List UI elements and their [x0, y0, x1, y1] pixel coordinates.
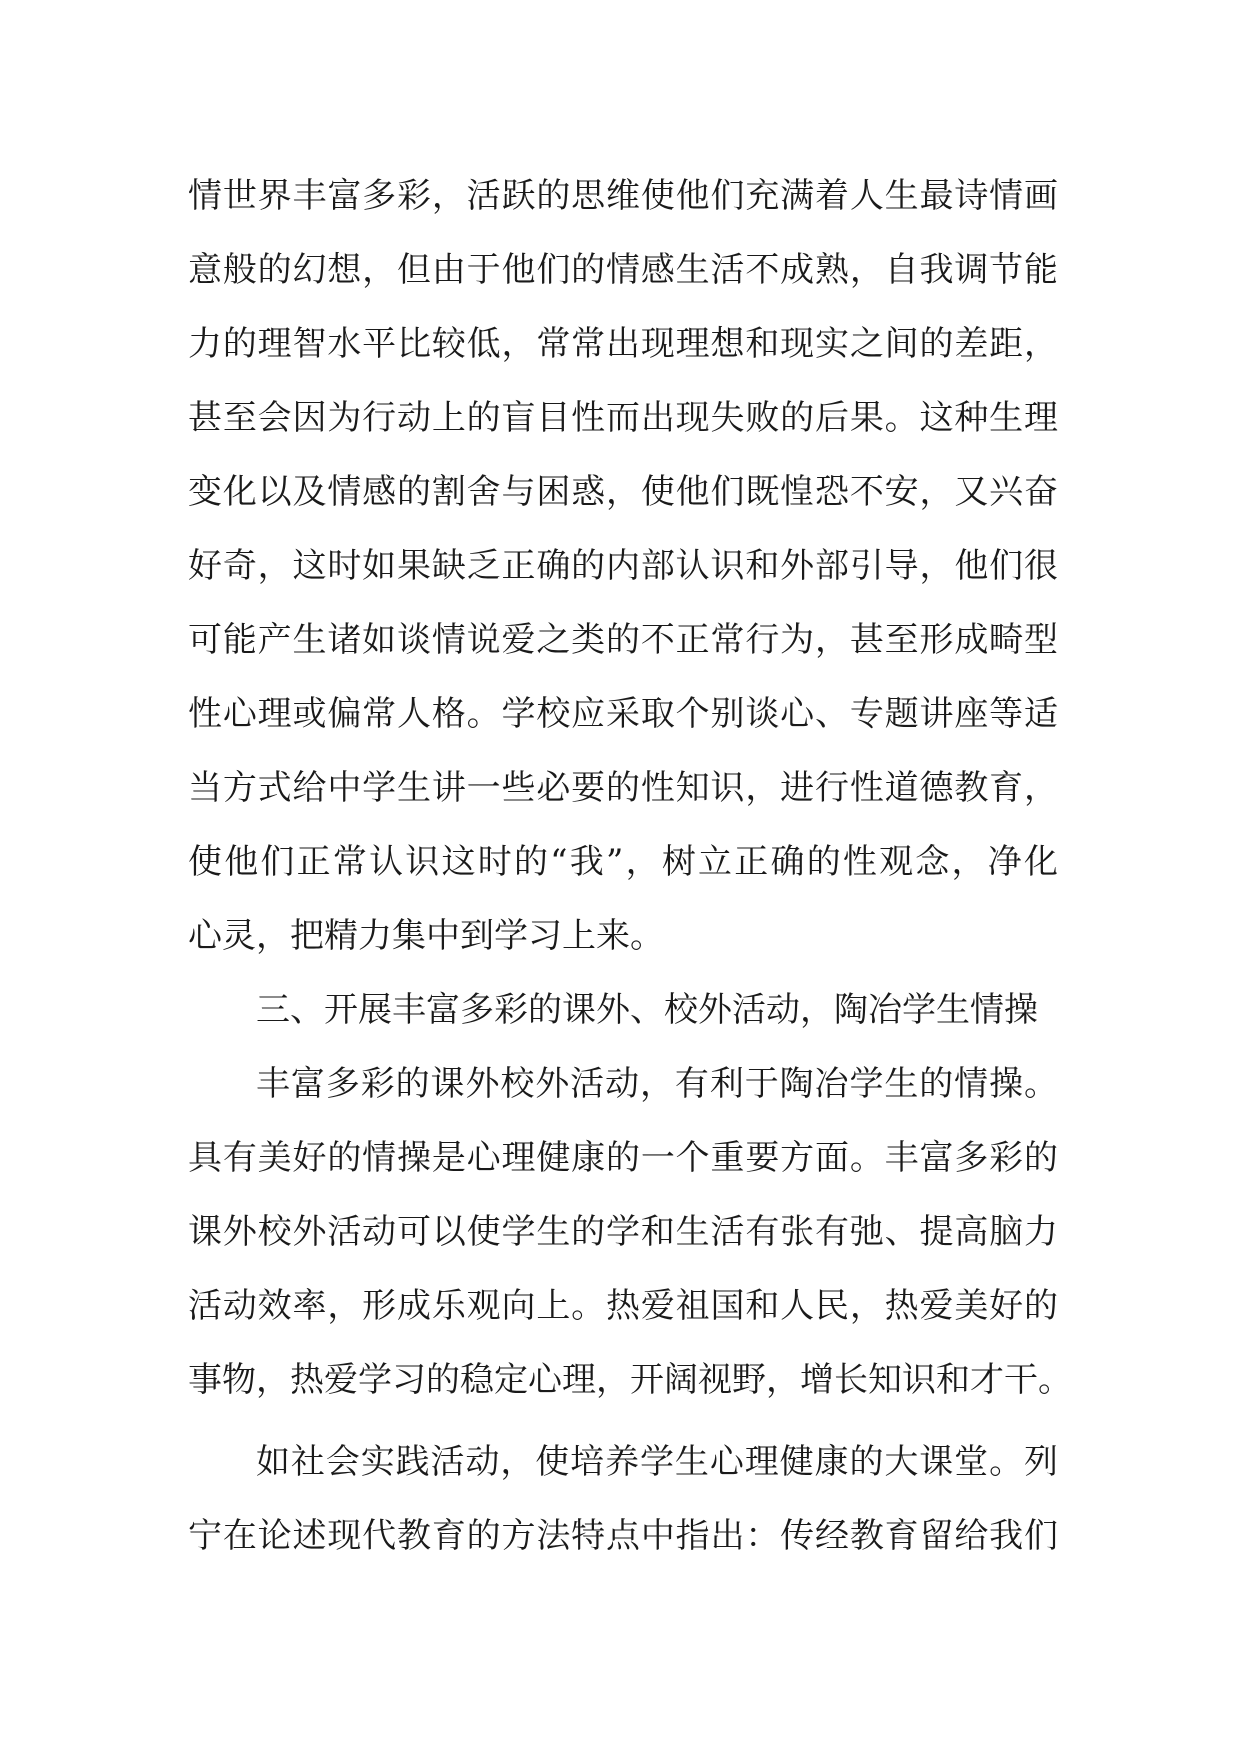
- paragraph-line: 变化以及情感的割舍与困惑，使他们既惶恐不安，又兴奋: [188, 472, 1058, 512]
- paragraph-line: 性心理或偏常人格。学校应采取个别谈心、专题讲座等适: [188, 694, 1058, 734]
- paragraph-line: 情世界丰富多彩，活跃的思维使他们充满着人生最诗情画: [188, 176, 1058, 216]
- paragraph-line: 甚至会因为行动上的盲目性而出现失败的后果。这种生理: [188, 398, 1058, 438]
- paragraph-line: 具有美好的情操是心理健康的一个重要方面。丰富多彩的: [188, 1138, 1058, 1178]
- paragraph-line: 好奇，这时如果缺乏正确的内部认识和外部引导，他们很: [188, 546, 1058, 586]
- paragraph-line: 当方式给中学生讲一些必要的性知识，进行性道德教育，: [188, 768, 1058, 808]
- section-heading: 三、开展丰富多彩的课外、校外活动，陶冶学生情操: [256, 990, 1038, 1030]
- paragraph-line: 宁在论述现代教育的方法特点中指出：传经教育留给我们: [188, 1516, 1058, 1556]
- paragraph-line: 事物，热爱学习的稳定心理，开阔视野，增长知识和才干。: [188, 1360, 1072, 1400]
- paragraph-line: 力的理智水平比较低，常常出现理想和现实之间的差距，: [188, 324, 1058, 364]
- paragraph-line: 可能产生诸如谈情说爱之类的不正常行为，甚至形成畸型: [188, 620, 1058, 660]
- paragraph-line: 意般的幻想，但由于他们的情感生活不成熟，自我调节能: [188, 250, 1058, 290]
- paragraph-line: 活动效率，形成乐观向上。热爱祖国和人民，热爱美好的: [188, 1286, 1058, 1326]
- paragraph-line-first: 丰富多彩的课外校外活动，有利于陶冶学生的情操。: [256, 1064, 1058, 1104]
- paragraph-line: 课外校外活动可以使学生的学和生活有张有弛、提高脑力: [188, 1212, 1058, 1252]
- paragraph-line: 使他们正常认识这时的“我”，树立正确的性观念，净化: [188, 842, 1058, 882]
- paragraph-line-last: 心灵，把精力集中到学习上来。: [188, 916, 664, 956]
- paragraph-line-first: 如社会实践活动，使培养学生心理健康的大课堂。列: [256, 1442, 1058, 1482]
